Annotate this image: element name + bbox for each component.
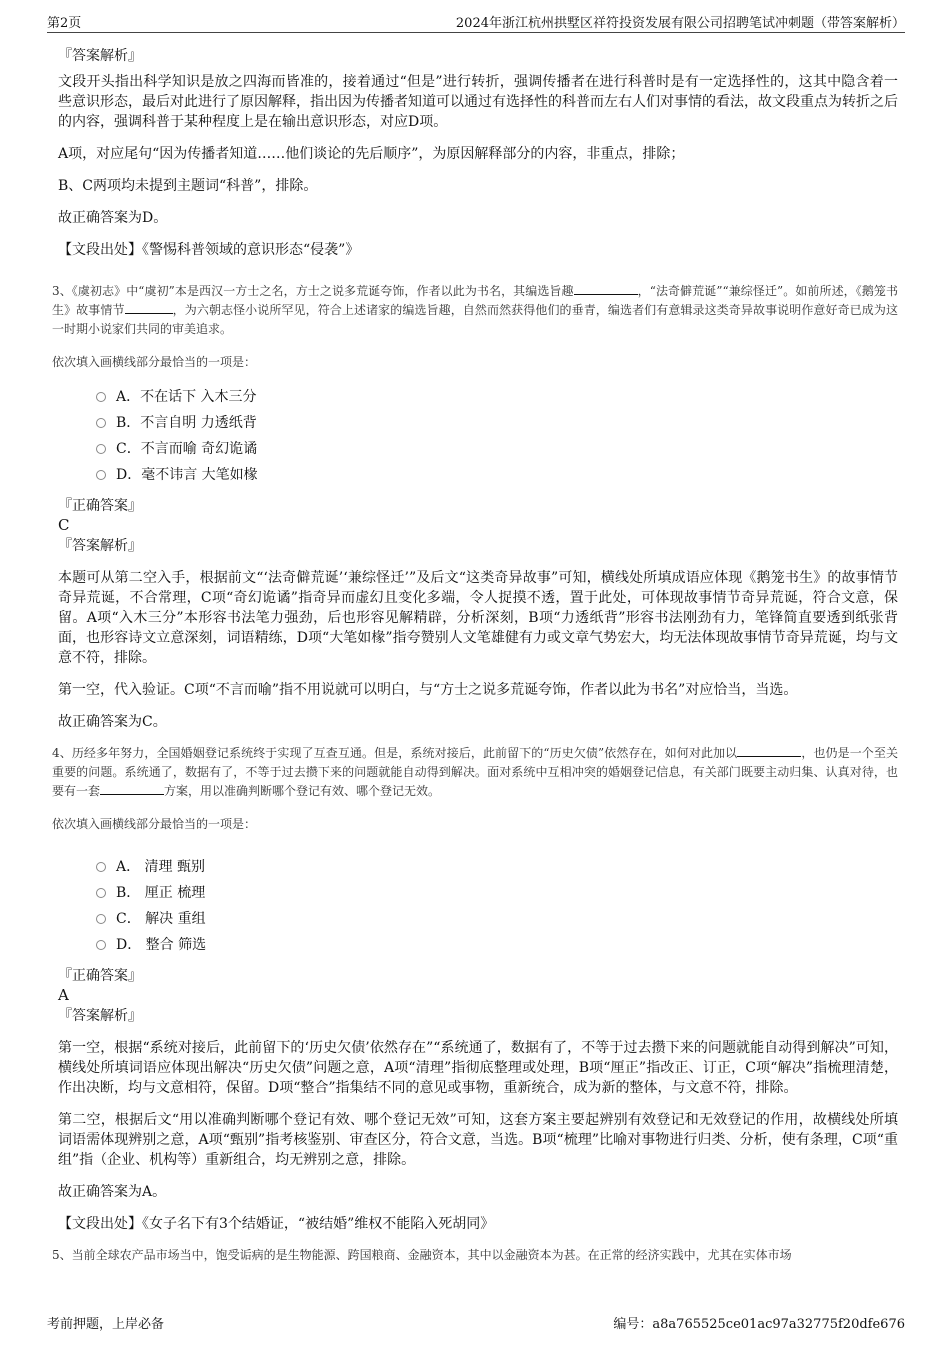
question-3-text: 3、《虞初志》中“虞初”本是西汉一方士之名，方士之说多荒诞夸饰，作者以此为书名，其编选旨趣 ，“法奇僻荒诞”“兼综怪迁”。如前所述，《鹅笼书生》故事情节 ，为六朝志怪小说所罕见，符合上述诸家的编选旨趣，自然而然获得他们的垂青，编选者们有意辑录这类奇异故事说明作意好奇已成为这一时期小说家们共同的审美追求。 bbox=[52, 284, 898, 336]
option-a[interactable]: A． 清理 甄别 bbox=[96, 854, 898, 880]
analysis-label: 『答案解析』 bbox=[58, 538, 142, 554]
analysis-paragraph: 故正确答案为C。 bbox=[58, 714, 167, 730]
option-c[interactable]: C． 解决 重组 bbox=[96, 906, 898, 932]
correct-answer-label: 『正确答案』 bbox=[58, 498, 142, 514]
document-title: 2024年浙江杭州拱墅区祥符投资发展有限公司招聘笔试冲刺题（带答案解析） bbox=[455, 16, 905, 31]
option-c[interactable]: C．不言而喻 奇幻诡谲 bbox=[96, 436, 898, 462]
option-b[interactable]: B．不言自明 力透纸背 bbox=[96, 410, 898, 436]
radio-icon[interactable] bbox=[96, 862, 106, 872]
fill-blank bbox=[125, 301, 173, 314]
fill-blank bbox=[737, 744, 801, 757]
fill-blank bbox=[100, 782, 164, 795]
question-prompt: 依次填入画横线部分最恰当的一项是： bbox=[52, 355, 257, 369]
correct-answer-label: 『正确答案』 bbox=[58, 968, 142, 984]
option-d[interactable]: D．毫不讳言 大笔如椽 bbox=[96, 462, 898, 488]
analysis-paragraph: 故正确答案为A。 bbox=[58, 1184, 167, 1200]
document-id: 编号：a8a765525ce01ac97a32775f20dfe676 bbox=[613, 1317, 905, 1332]
analysis-paragraph: A项，对应尾句“因为传播者知道……他们谈论的先后顺序”，为原因解释部分的内容，非重点，排除； bbox=[58, 146, 685, 162]
source-citation: 【文段出处】《警惕科普领域的意识形态“侵袭”》 bbox=[58, 242, 360, 258]
option-a[interactable]: A．不在话下 入木三分 bbox=[96, 384, 898, 410]
radio-icon[interactable] bbox=[96, 940, 106, 950]
footer-slogan: 考前押题，上岸必备 bbox=[47, 1317, 165, 1332]
analysis-paragraph: B、C两项均未提到主题词“科普”，排除。 bbox=[58, 178, 318, 194]
radio-icon[interactable] bbox=[96, 888, 106, 898]
document-body bbox=[52, 46, 898, 1275]
correct-answer: A bbox=[58, 986, 69, 1004]
options-list bbox=[96, 384, 898, 488]
source-citation: 【文段出处】《女子名下有3个结婚证，“被结婚”维权不能陷入死胡同》 bbox=[58, 1216, 495, 1232]
options-list bbox=[96, 854, 898, 958]
fill-blank bbox=[574, 282, 638, 295]
option-b[interactable]: B． 厘正 梳理 bbox=[96, 880, 898, 906]
analysis-paragraph: 文段开头指出科学知识是放之四海而皆准的，接着通过“但是”进行转折，强调传播者在进行科普时是有一定选择性的，这其中隐含着一些意识形态，最后对此进行了原因解释，指出因为传播者知道可以通过有选择性的科普而左右人们对事情的看法，故文段重点为转折之后的内容，强调科普于某种程度上是在输出意识形态，对应D项。 bbox=[58, 74, 898, 130]
analysis-label: 『答案解析』 bbox=[58, 48, 142, 64]
radio-icon[interactable] bbox=[96, 470, 106, 480]
analysis-paragraph: 故正确答案为D。 bbox=[58, 210, 168, 226]
analysis-label: 『答案解析』 bbox=[58, 1008, 142, 1024]
option-d[interactable]: D． 整合 筛选 bbox=[96, 932, 898, 958]
analysis-paragraph: 本题可从第二空入手，根据前文“‘法奇僻荒诞’‘兼综怪迁’”及后文“这类奇异故事”可知，横线处所填成语应体现《鹅笼书生》的故事情节奇异荒诞，不合常理，C项“奇幻诡谲”指奇异而虚幻且变化多端，令人捉摸不透，置于此处，可体现故事情节奇异荒诞，符合文意，保留。A项“入木三分”本形容书法笔力强劲，后也形容见解精辟，分析深刻，B项“力透纸背”形容书法刚劲有力，笔锋简直要透到纸张背面，也形容诗文立意深刻，词语精练，D项“大笔如椽”指夸赞别人文笔雄健有力或文章气势宏大，均无法体现故事情节奇异荒诞，均与文意不符，排除。 bbox=[58, 570, 898, 666]
analysis-paragraph: 第一空，代入验证。C项“不言而喻”指不用说就可以明白，与“方士之说多荒诞夸饰，作者以此为书名”对应恰当，当选。 bbox=[58, 682, 798, 698]
analysis-paragraph: 第二空，根据后文“用以准确判断哪个登记有效、哪个登记无效”可知，这套方案主要起辨别有效登记和无效登记的作用，故横线处所填词语需体现辨别之意，A项“甄别”指考核鉴别、审查区分，符合文意，当选。B项“梳理”比喻对事物进行归类、分析，使有条理，C项“重组”指（企业、机构等）重新组合，均无辨别之意，排除。 bbox=[58, 1112, 898, 1168]
correct-answer: C bbox=[58, 516, 70, 534]
radio-icon[interactable] bbox=[96, 392, 106, 402]
radio-icon[interactable] bbox=[96, 914, 106, 924]
page-header bbox=[47, 10, 905, 33]
radio-icon[interactable] bbox=[96, 418, 106, 428]
question-5-text: 5、当前全球农产品市场当中，饱受诟病的是生物能源、跨国粮商、金融资本，其中以金融资本为甚。在正常的经济实践中，尤其在实体市场 bbox=[52, 1248, 792, 1262]
radio-icon[interactable] bbox=[96, 444, 106, 454]
analysis-paragraph: 第一空，根据“系统对接后，此前留下的‘历史欠债’依然存在”“系统通了，数据有了，不等于过去攒下来的问题就能自动得到解决”可知，横线处所填词语应体现出解决“历史欠债”问题之意，A项“清理”指彻底整理或处理，B项“厘正”指改正、订正，C项“解决”指梳理清楚，作出决断，均与文意相符，保留。D项“整合”指集结不同的意见或事物，重新统合，成为新的整体，与文意不符，排除。 bbox=[58, 1040, 898, 1096]
page-number: 第2页 bbox=[47, 16, 82, 31]
question-prompt: 依次填入画横线部分最恰当的一项是： bbox=[52, 817, 257, 831]
question-4-text: 4、历经多年努力，全国婚姻登记系统终于实现了互查互通。但是，系统对接后，此前留下的“历史欠债”依然存在，如何对此加以 ，也仍是一个至关重要的问题。系统通了，数据有了，不等于过去攒下来的问题就能自动得到解决。面对系统中互相冲突的婚姻登记信息，有关部门既要主动归集、认真对待，也要有一套 方案，用以准确判断哪个登记有效、哪个登记无效。 bbox=[52, 746, 898, 798]
